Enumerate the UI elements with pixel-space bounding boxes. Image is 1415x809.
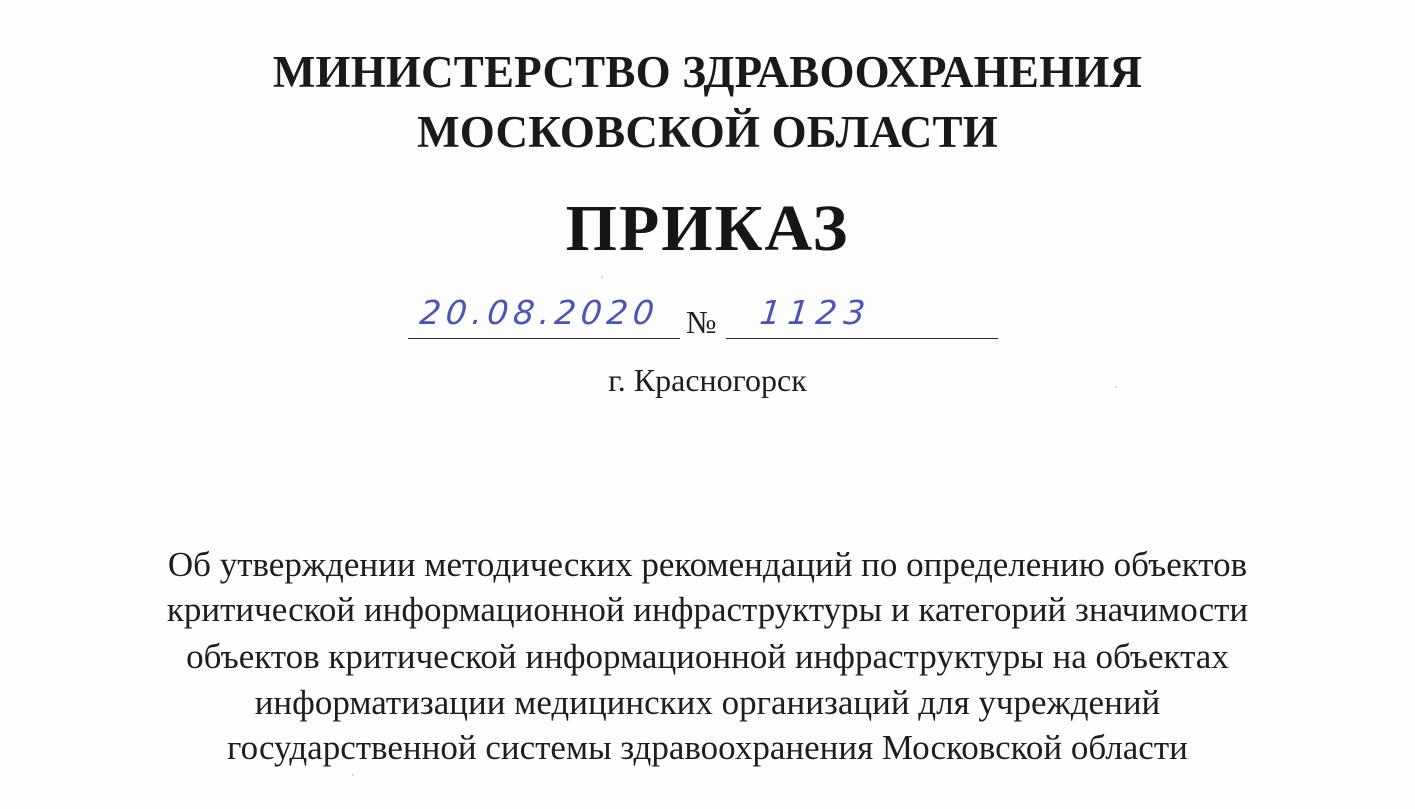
subject-line-2: критической информационной инфраструктуры и категорий значимости <box>166 590 1249 629</box>
subject-line-3: объектов критической информационной инфраструктуры на объектах <box>186 637 1229 676</box>
date-underline <box>408 338 680 339</box>
number-sign: № <box>686 304 717 340</box>
subject-line-4: информатизации медицинских организаций для учреждений <box>254 683 1161 722</box>
scan-speck <box>1115 386 1117 388</box>
number-underline <box>726 338 998 339</box>
order-date-handwritten: 20.08.2020 <box>417 293 662 332</box>
order-number-handwritten: 1123 <box>757 293 875 332</box>
subject-line-5: государственной системы здравоохранения Московской области <box>227 728 1188 767</box>
ministry-name-line1: МИНИСТЕРСТВО ЗДРАВООХРАНЕНИЯ <box>272 47 1143 97</box>
document-type-title: ПРИКАЗ <box>565 192 850 265</box>
scan-speck <box>352 774 354 776</box>
ministry-name-line2: МОСКОВСКОЙ ОБЛАСТИ <box>417 107 998 157</box>
issue-city: г. Красногорск <box>608 362 807 398</box>
scan-speck <box>601 276 603 278</box>
subject-line-1: Об утверждении методических рекомендаций по определению объектов <box>167 545 1248 584</box>
